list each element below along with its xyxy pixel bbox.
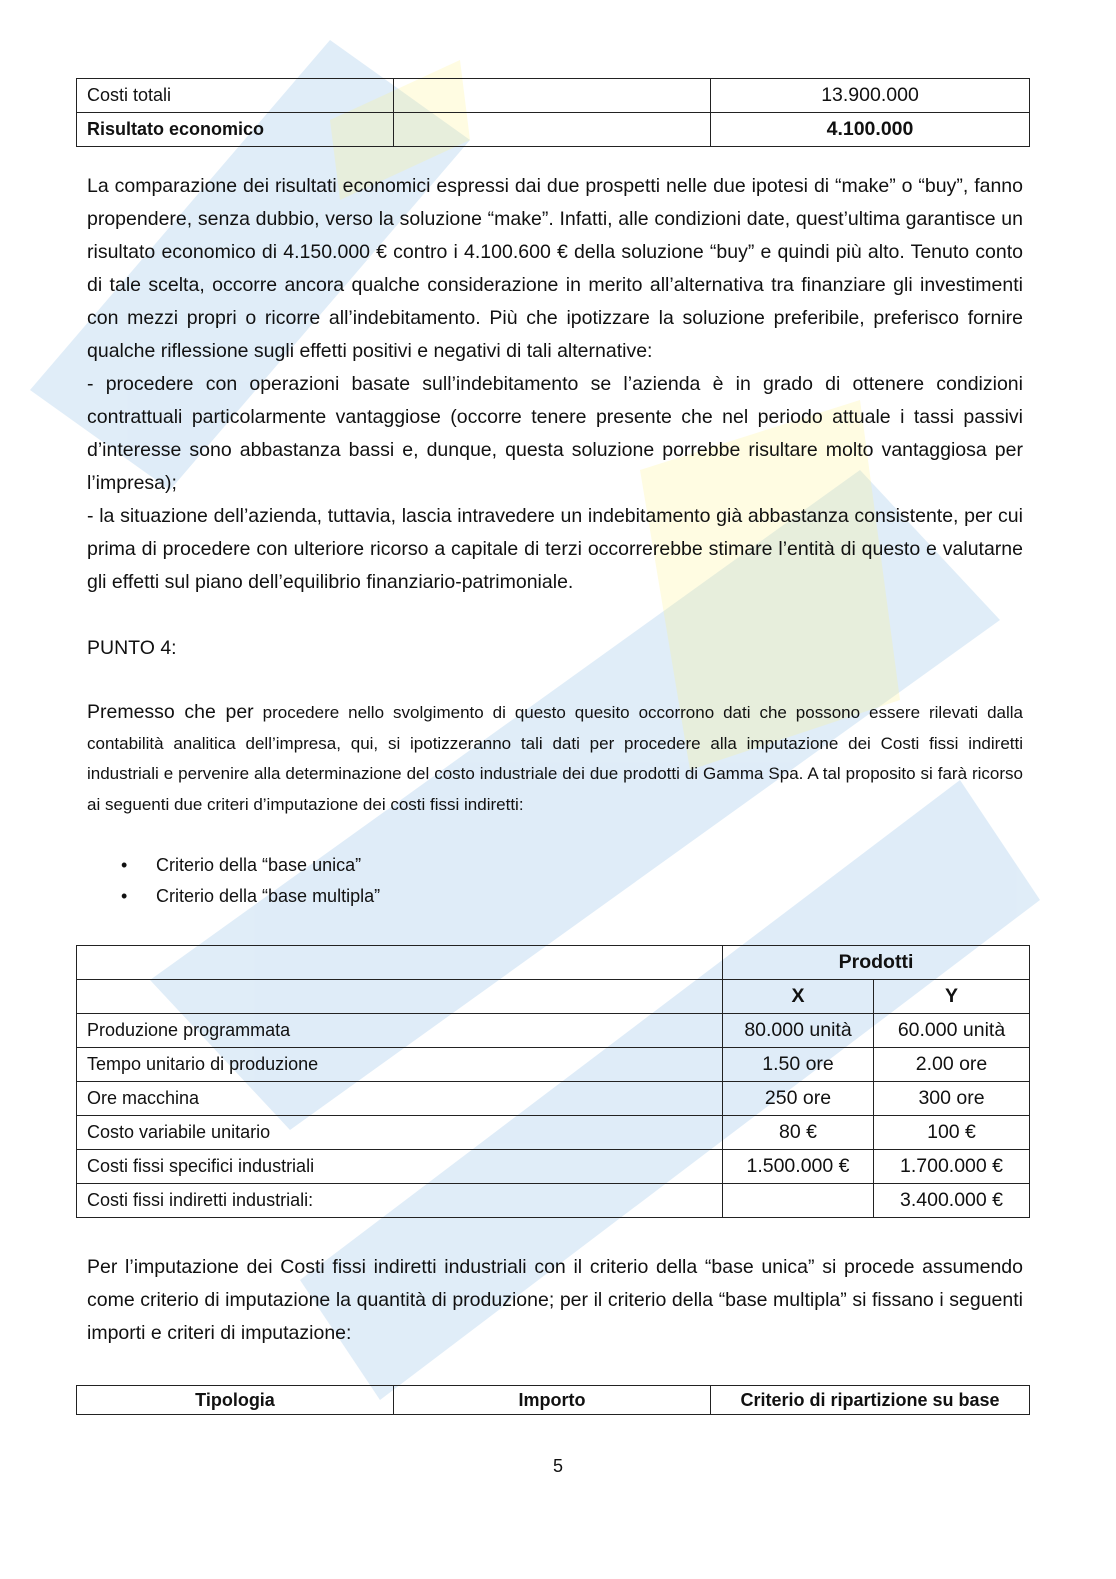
cell-x: 250 ore xyxy=(723,1082,874,1116)
totals-table xyxy=(76,78,1030,147)
cell-y: 60.000 unità xyxy=(874,1014,1030,1048)
empty-cell xyxy=(394,79,711,113)
cell-y: 100 € xyxy=(874,1116,1030,1150)
row-label: Costi fissi indiretti industriali: xyxy=(77,1184,723,1218)
document-page xyxy=(76,78,1029,1415)
table-header-row xyxy=(77,946,1030,980)
empty-cell xyxy=(77,980,723,1014)
cell-x: 80 € xyxy=(723,1116,874,1150)
row-label: Ore macchina xyxy=(77,1082,723,1116)
page-number: 5 xyxy=(552,1456,563,1476)
row-value: 13.900.000 xyxy=(711,79,1030,113)
paragraph-debt: - procedere con operazioni basate sull’indebitamento se l’azienda è in grado di ottenere condizioni contrattuali particolarmente vantaggiose (occorre tenere presente che nel periodo attuale i tassi passivi d’interesse sono abbastanza bassi e, dunque, questa soluzione porrebbe risultare molto vantaggiosa per l’impresa); xyxy=(87,373,1023,494)
cell-x: 1.500.000 € xyxy=(723,1150,874,1184)
table-header-row xyxy=(77,1386,1030,1415)
empty-cell xyxy=(394,113,711,147)
table-row xyxy=(77,1048,1030,1082)
row-label: Costi fissi specifici industriali xyxy=(77,1150,723,1184)
cell-x: 1.50 ore xyxy=(723,1048,874,1082)
cell-y: 300 ore xyxy=(874,1082,1030,1116)
column-x-header: X xyxy=(723,980,874,1014)
row-label: Produzione programmata xyxy=(77,1014,723,1048)
criteria-table xyxy=(76,1385,1030,1415)
header-tipologia: Tipologia xyxy=(77,1386,394,1415)
column-y-header: Y xyxy=(874,980,1030,1014)
criteria-list xyxy=(76,850,1029,912)
table-row xyxy=(77,1116,1030,1150)
cell-x xyxy=(723,1184,874,1218)
table-row xyxy=(77,1184,1030,1218)
row-label: Costi totali xyxy=(77,79,394,113)
table-row xyxy=(77,113,1030,147)
row-value: 4.100.000 xyxy=(711,113,1030,147)
header-importo: Importo xyxy=(394,1386,711,1415)
cell-y: 1.700.000 € xyxy=(874,1150,1030,1184)
products-table xyxy=(76,945,1030,1218)
table-row xyxy=(77,1014,1030,1048)
table-row xyxy=(77,1082,1030,1116)
products-header: Prodotti xyxy=(723,946,1030,980)
table-row xyxy=(77,1150,1030,1184)
paragraph-premise xyxy=(76,697,1029,820)
row-label: Risultato economico xyxy=(77,113,394,147)
list-item: • Criterio della “base multipla” xyxy=(121,881,1029,912)
list-item: • Criterio della “base unica” xyxy=(121,850,1029,881)
row-label: Tempo unitario di produzione xyxy=(77,1048,723,1082)
header-criterio: Criterio di ripartizione su base xyxy=(711,1386,1030,1415)
paragraph-imputation: Per l’imputazione dei Costi fissi indiretti industriali con il criterio della “base unica” si procede assumendo come criterio di imputazione la quantità di produzione; per il criterio della “base multipla” si fissano i seguenti importi e criteri di imputazione: xyxy=(87,1256,1023,1344)
empty-cell xyxy=(77,946,723,980)
cell-y: 3.400.000 € xyxy=(874,1184,1030,1218)
cell-x: 80.000 unità xyxy=(723,1014,874,1048)
cell-y: 2.00 ore xyxy=(874,1048,1030,1082)
table-header-row xyxy=(77,980,1030,1014)
paragraph-premise-text: procedere nello svolgimento di questo quesito occorrono dati che possono essere rilevati dalla contabilità analitica dell’impresa, qui, si ipotizzeranno tali dati per procedere alla imputazione dei Costi fissi indiretti industriali e pervenire alla determinazione del costo industriale dei due prodotti di Gamma Spa. A tal proposito si farà ricorso ai seguenti due criteri d’imputazione dei costi fissi indiretti: xyxy=(87,703,1023,814)
table-row xyxy=(77,79,1030,113)
paragraph-situation: - la situazione dell’azienda, tuttavia, lascia intravedere un indebitamento già abbastanza consistente, per cui prima di procedere con ulteriore ricorso a capitale di terzi occorrerebbe stimare l’entità di questo e valutarne gli effetti sul piano dell’equilibrio finanziario-patrimoniale. xyxy=(87,505,1023,593)
paragraph-comparison: La comparazione dei risultati economici espressi dai due prospetti nelle due ipotesi di “make” o “buy”, fanno propendere, senza dubbio, verso la soluzione “make”. Infatti, alle condizioni date, quest’ultima garantisce un risultato economico di 4.150.000 € contro i 4.100.600 € della soluzione “buy” e quindi più alto. Tenuto conto di tale scelta, occorre ancora qualche considerazione in merito all’alternativa tra finanziare gli investimenti con mezzi propri o ricorre all’indebitamento. Più che ipotizzare la soluzione preferibile, preferisco fornire qualche riflessione sugli effetti positivi e negativi di tali alternative: xyxy=(87,175,1023,362)
paragraph-premise-lead: Premesso che per xyxy=(87,701,254,723)
row-label: Costo variabile unitario xyxy=(77,1116,723,1150)
section-heading: PUNTO 4: xyxy=(87,637,177,659)
